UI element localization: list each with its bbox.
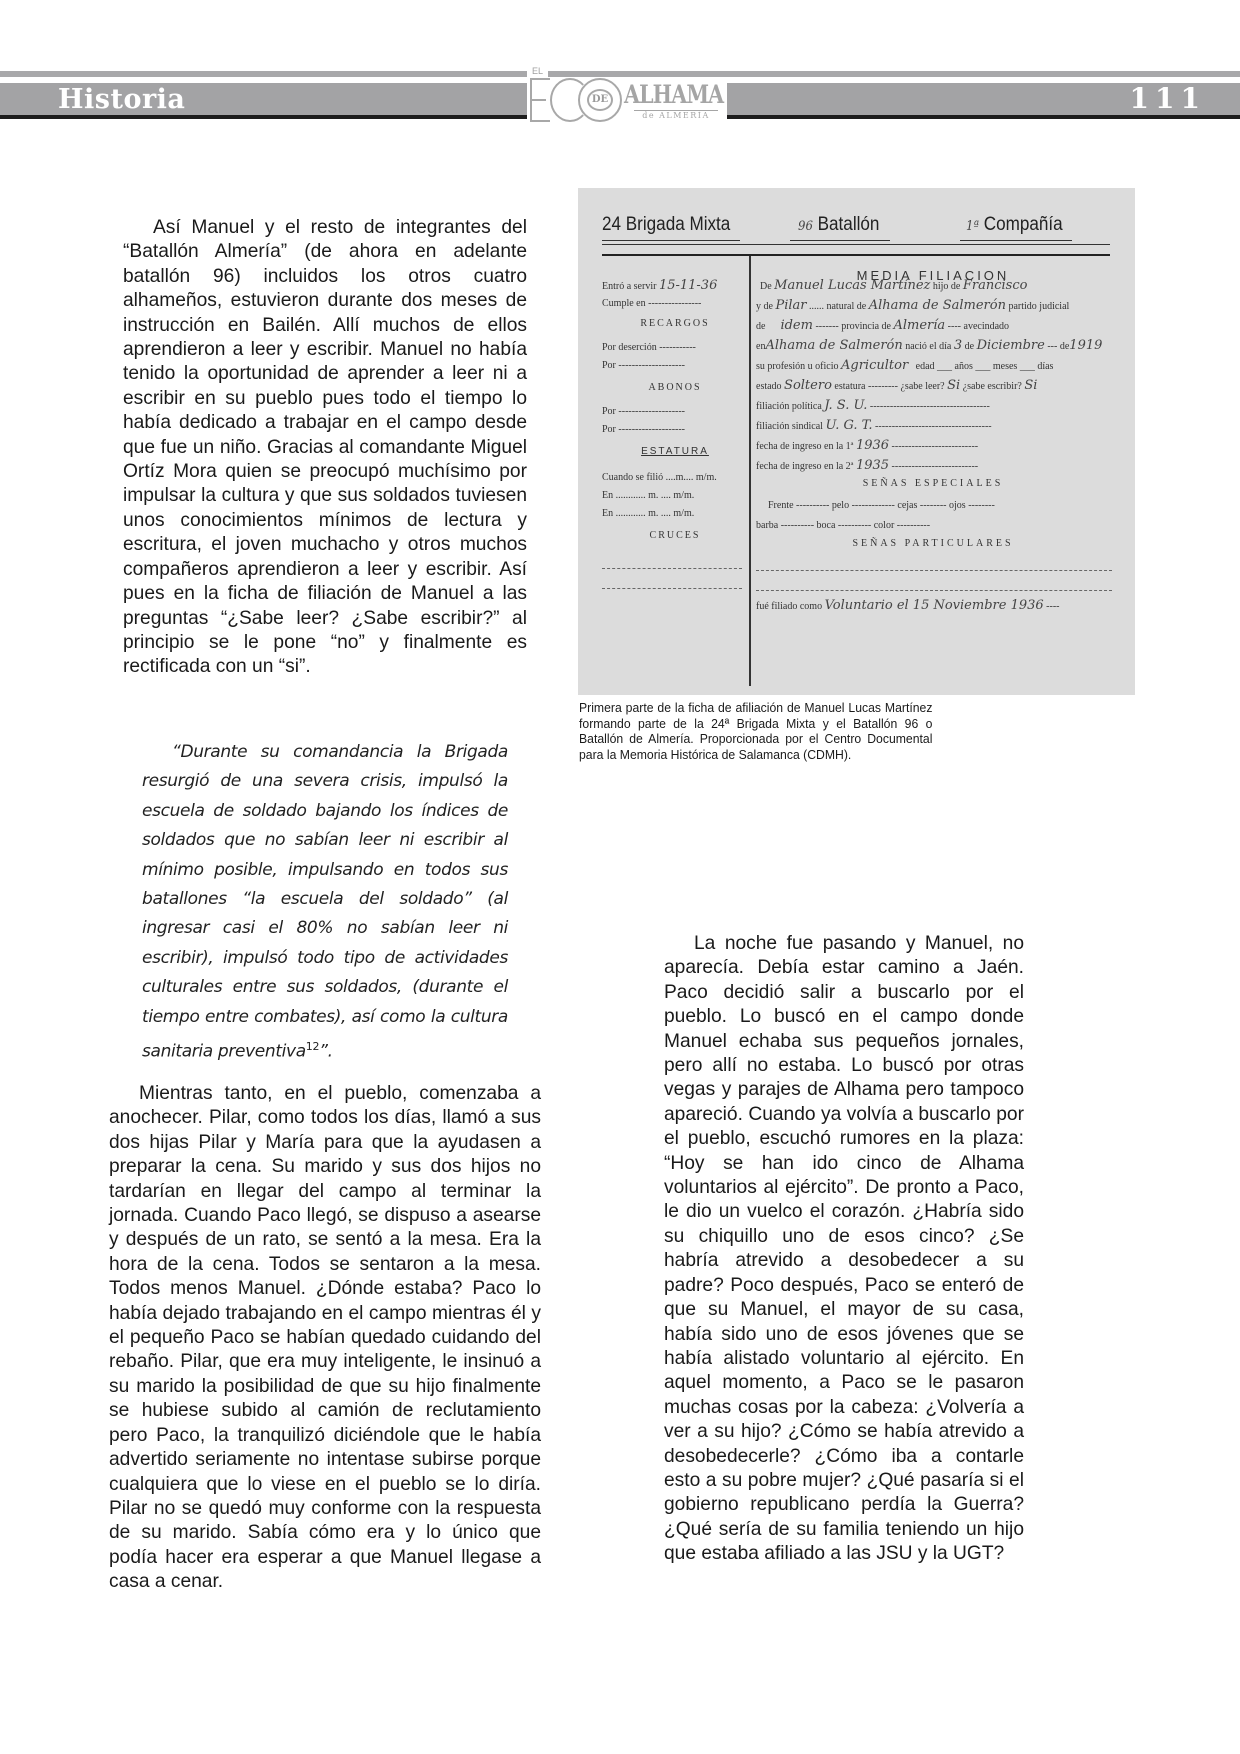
field-label: ¿sabe leer? <box>900 381 945 392</box>
section-title: Historia <box>58 84 186 115</box>
handwritten-father: Francisco <box>962 278 1028 293</box>
senas-especiales-heading: SEÑAS ESPECIALES <box>862 478 1004 489</box>
entro-field <box>602 278 717 293</box>
blank-line <box>602 568 742 569</box>
paragraph: Así Manuel y el resto de integrantes del “Batallón Almería” (de ahora en adelante batallón 96) incluidos los otros cuatro alhameños, estuvieron durante dos meses de instrucción en Bailén. Allí muchos de ellos aprendieron a leer y escribir. Manuel no había tenido la oportunidad de aprender a leer ni a escribir en su pueblo pues todo el tiempo lo había dedicado a trabajar en el campo desde que fue un niño. Gracias al comandante Miguel Ortíz Mora quien se preocupó muchísimo por impulsar la cultura y que sus soldados tuviesen unos conocimientos mínimos de lectura y escritura, el joven muchacho y otros muchos compañeros aprendieron a leer y escribir. Así pues en la ficha de filiación de Manuel a las preguntas “¿Sabe leer? ¿Sabe escribir?” al principio se le pone “no” y finalmente es rectificada con un “si”. <box>123 217 527 678</box>
handwritten-can-write: Si <box>1024 378 1038 393</box>
ingreso1-row: fecha de ingreso en la 1ª 1936 -------------------------- <box>756 438 979 453</box>
field-label: Por <box>602 406 616 417</box>
underline <box>790 240 890 241</box>
figure-caption: Primera parte de la ficha de afiliación de Manuel Lucas Martínez formando parte de la 24ª Brigada Mixta y el Batallón 96 o Batallón de Almería. Proporcionada por el Centro Documental para la Memoria Histórica de Salamanca (CDMH). <box>579 700 933 762</box>
batallon-label: Batallón <box>817 214 880 235</box>
field-label: ojos <box>949 500 966 511</box>
field-label: en <box>756 341 766 352</box>
field-label: hijo de <box>932 281 961 292</box>
form-title: MEDIA FILIACION <box>856 268 1010 283</box>
handwritten-compania-number: 1ª <box>966 219 980 234</box>
handwritten-partido: idem <box>780 318 813 333</box>
mother-row: y de Pilar ...... natural de Alhama de Salmerón partido judicial <box>756 298 1070 313</box>
handwritten-year: 1935 <box>855 458 890 473</box>
page-number: 111 <box>1129 82 1206 115</box>
field-label: su profesión u oficio <box>756 361 839 372</box>
status-row: estado Soltero estatura --------- ¿sabe leer? Si ¿sabe escribir? Si <box>756 378 1038 393</box>
handwritten-value: 15-11-36 <box>658 278 718 293</box>
article-column-1 <box>123 216 527 680</box>
field-label: fecha de ingreso en la 2ª <box>756 461 854 472</box>
magazine-logo <box>530 66 725 124</box>
por-field: Por -------------------- <box>602 360 686 371</box>
field-label: edad ___ años ___ meses ___ días <box>915 361 1054 372</box>
field-label: y de <box>756 301 773 312</box>
cruces-heading: CRUCES <box>649 530 701 541</box>
en-field: En ............ m. .... m/m. <box>602 508 695 519</box>
profession-row <box>756 358 1053 373</box>
form-batallon <box>798 214 879 236</box>
field-label: cejas <box>897 500 918 511</box>
underline <box>602 240 740 241</box>
handwritten-mother: Pilar <box>775 298 807 313</box>
article-column-3 <box>109 1082 541 1595</box>
handwritten-residence: Alhama de Salmerón <box>765 338 903 353</box>
birth-row: enAlhama de Salmerón nació el día 3 de Diciembre --- de1919 <box>756 338 1103 353</box>
name-row <box>760 278 1027 293</box>
por-desercion-field: Por deserción ----------- <box>602 342 696 353</box>
handwritten-name: Manuel Lucas Martínez <box>774 278 931 293</box>
field-label: fué filiado como <box>756 601 823 612</box>
field-label: Cumple en <box>602 298 646 309</box>
quote-body: “Durante su comandancia la Brigada resurgió de una severa crisis, impulsó la escuela de soldado bajando los índices de soldados que no sabían leer ni escribir al mínimo posible, impulsando en todos sus batallones “la escuela del soldado” (al ingresar casi el 80% no sabían leer ni escribir), impulsó todo tipo de actividades culturales entre sus soldados, (durante el tiempo entre combates), así como la cultura sanitaria preventiva <box>142 742 508 1062</box>
union-row: filiación sindical U. G. T. ----------------------------------- <box>756 418 992 433</box>
field-label: nació el día <box>905 341 952 352</box>
field-label: estado <box>756 381 782 392</box>
quote-text <box>142 738 508 1067</box>
underline <box>960 240 1072 241</box>
field-label: de <box>1059 341 1070 352</box>
handwritten-civil-status: Soltero <box>784 378 832 393</box>
handwritten-month: Diciembre <box>976 338 1045 353</box>
column-divider <box>749 256 751 686</box>
form-brigada: 24 Brigada Mixta <box>602 214 731 235</box>
field-label: fecha de ingreso en la 1ª <box>756 441 854 452</box>
blank-line <box>756 590 1112 591</box>
por-field: Por -------------------- <box>602 406 686 417</box>
handwritten-union: U. G. T. <box>825 418 873 433</box>
political-row: filiación política J. S. U. ------------------------------------ <box>756 398 990 413</box>
por-field: Por -------------------- <box>602 424 686 435</box>
filiado-row: fué filiado como Voluntario el 15 Noviembre 1936 ---- <box>756 598 1060 613</box>
separator-line <box>602 254 1110 256</box>
features-row-1: Frente ---------- pelo ------------- cejas -------- ojos -------- <box>768 500 995 511</box>
en-field: En ............ m. .... m/m. <box>602 490 695 501</box>
footnote-marker: 12 <box>305 1040 320 1054</box>
field-label: Entró a servir <box>602 281 657 292</box>
blank-line <box>602 588 742 589</box>
handwritten-profession: Agricultor <box>841 358 909 373</box>
logo-de-text: DE <box>587 89 613 111</box>
handwritten-political: J. S. U. <box>824 398 868 413</box>
field-label: Frente <box>768 500 794 511</box>
field-label: Por deserción <box>602 342 657 353</box>
form-compania <box>966 214 1063 236</box>
compania-label: Compañía <box>983 214 1063 235</box>
features-row-2: barba ---------- boca ---------- color ---------- <box>756 520 931 531</box>
cumple-field: Cumple en ---------------- <box>602 298 702 309</box>
field-label: color <box>873 520 895 531</box>
handwritten-batallon-number: 96 <box>798 219 813 234</box>
field-label: Por <box>602 360 616 371</box>
field-label: de <box>964 341 975 352</box>
field-label: barba <box>756 520 779 531</box>
field-label: pelo <box>831 500 850 511</box>
field-label: ¿sabe escribir? <box>962 381 1022 392</box>
partido-row: de idem ------- provincia de Almería ---- avecindado <box>756 318 1010 333</box>
field-label: filiación política <box>756 401 822 412</box>
handwritten-year: 1936 <box>855 438 890 453</box>
blank-line <box>756 570 1112 571</box>
pull-quote <box>142 738 508 1067</box>
field-label: provincia de <box>841 321 891 332</box>
field-label: partido judicial <box>1008 301 1070 312</box>
field-label: boca <box>816 520 836 531</box>
field-label: De <box>760 281 772 292</box>
estatura-heading: ESTATURA <box>641 446 709 457</box>
separator-line <box>602 244 1110 245</box>
recargos-heading: RECARGOS <box>640 318 710 329</box>
paragraph: La noche fue pasando y Manuel, no aparecía. Debía estar camino a Jaén. Paco decidió salir a buscarlo por el pueblo. Lo buscó en el campo donde Manuel echaba sus pequeños jornales, pero allí no estaba. Lo buscó por otras vegas y parajes de Alhama pero tampoco apareció. Cuando ya volvía a buscarlo por el pueblo, escuchó rumores en la plaza: “Hoy se han ido cinco de Alhama voluntarios al ejército”. De pronto a Paco, le dio un vuelco el corazón. ¿Habría sido su chiquillo uno de esos cinco? ¿Se habría atrevido a desobedecer a su padre? Poco después, Paco se enteró de que su Manuel, el mayor de su casa, había sido uno de esos jóvenes que se había alistado voluntario al ejército. En aquel momento, a Paco se le pasaron muchas cosas por la cabeza: ¿Volvería a ver a su hijo? ¿Cómo se había atrevido a desobedecerle? ¿Cómo iba a contarle esto a su pobre mujer? ¿Qué pasaría si el gobierno republicano perdía la Guerra? ¿Qué sería de su familia teniendo un hijo que estaba afiliado a las JSU y la UGT? <box>664 933 1024 1565</box>
handwritten-can-read: Si <box>947 378 961 393</box>
quote-closing: ”. <box>319 1041 333 1062</box>
logo-alhama-text: ALHAMA <box>624 80 724 109</box>
filiation-form-image <box>578 188 1135 695</box>
senas-particulares-heading: SEÑAS PARTICULARES <box>852 538 1014 549</box>
handwritten-enlistment: Voluntario el 15 Noviembre 1936 <box>824 598 1044 613</box>
handwritten-day: 3 <box>953 338 963 353</box>
logo-almeria-text: de ALMERÍA <box>634 110 718 120</box>
field-label: filiación sindical <box>756 421 823 432</box>
handwritten-birthplace: Alhama de Salmerón <box>868 298 1006 313</box>
article-column-4 <box>664 932 1024 1567</box>
ingreso2-row: fecha de ingreso en la 2ª 1935 -------------------------- <box>756 458 979 473</box>
cuando-field: Cuando se filió ....m.... m/m. <box>602 472 717 483</box>
field-label: Por <box>602 424 616 435</box>
logo-el-text: EL <box>532 66 544 76</box>
handwritten-year: 1919 <box>1069 338 1103 353</box>
field-label: natural de <box>826 301 867 312</box>
header-rule-left <box>0 71 527 77</box>
field-label: avecindado <box>963 321 1010 332</box>
abonos-heading: ABONOS <box>648 382 702 393</box>
handwritten-provincia: Almería <box>893 318 946 333</box>
logo-e-glyph <box>530 78 550 122</box>
paragraph: Mientras tanto, en el pueblo, comenzaba a anochecer. Pilar, como todos los días, llamó a sus dos hijas Pilar y María para que la ayudasen a preparar la cena. Su marido y sus dos hijos no tardarían en llegar del campo al terminar la jornada. Cuando Paco llegó, se dispuso a asearse y después de un rato, se sentó a la mesa. Era la hora de la cena. Todos se sentaron a la mesa. Todos menos Manuel. ¿Dónde estaba? Paco lo había dejado trabajando en el campo mientras él y el pequeño Paco se habían quedado cuidando del rebaño. Pilar, que era muy inteligente, le insinuó a su marido la posibilidad de que su hijo finalmente se hubiese subido al camión de reclutamiento pero Paco, la tranquilizó diciéndole que le había advertido seriamente no intentase subirse porque cualquiera que lo viese en el pueblo se lo diría. Pilar no se quedó muy conforme con la respuesta de su marido. Sabía cómo era y lo único que podía hacer era esperar a que Manuel llegase a casa a cenar. <box>109 1083 541 1593</box>
field-label: estatura <box>834 381 866 392</box>
field-label: de <box>756 321 766 332</box>
